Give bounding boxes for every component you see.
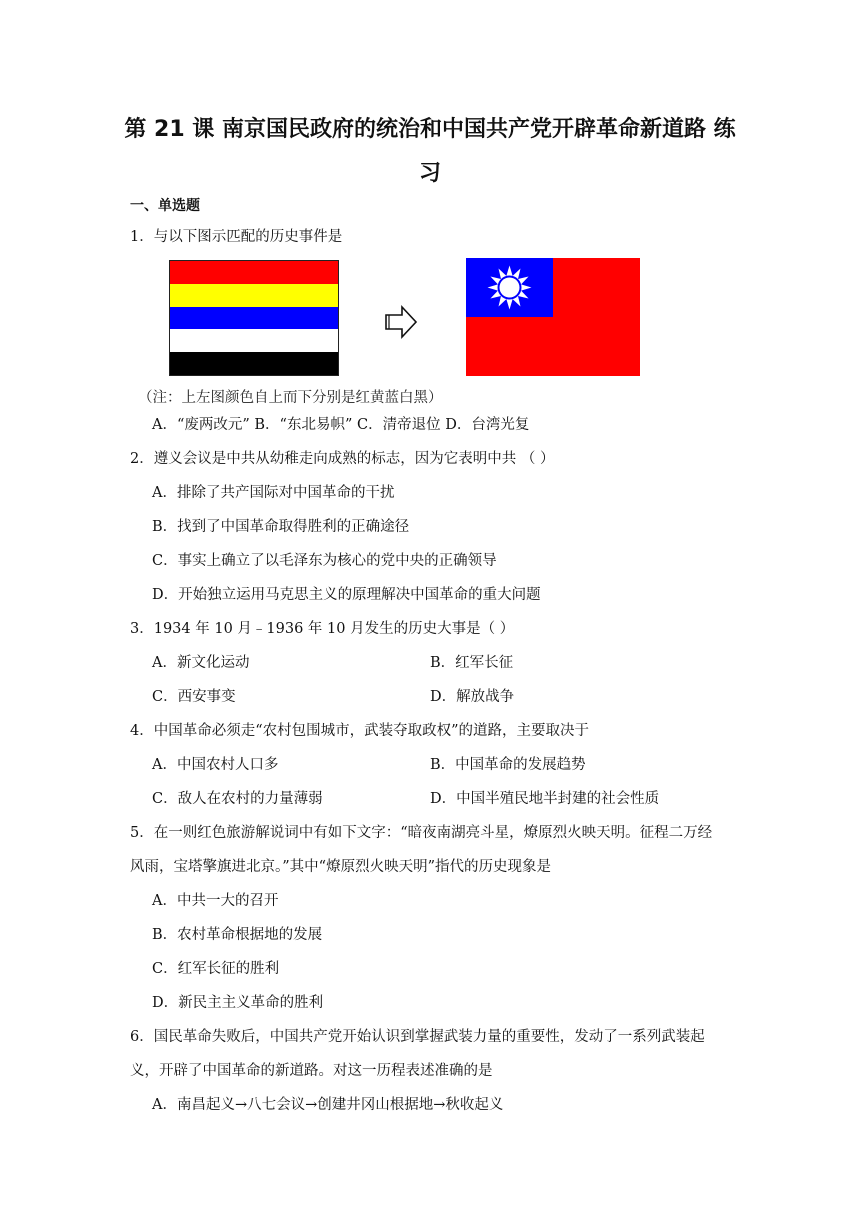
flag-stripe-white	[170, 329, 338, 352]
q6-stem-line2: 义，开辟了中国革命的新道路。对这一历程表述准确的是	[130, 1063, 493, 1079]
flag-stripe-yellow	[170, 284, 338, 307]
q2-stem: 2．遵义会议是中共从幼稚走向成熟的标志，因为它表明中共 （ ）	[130, 451, 555, 467]
q2-option-d: D．开始独立运用马克思主义的原理解决中国革命的重大问题	[152, 587, 541, 603]
q3-stem: 3．1934 年 10 月﹣1936 年 10 月发生的历史大事是（ ）	[130, 621, 515, 637]
q4-option-d: D．中国半殖民地半封建的社会性质	[430, 791, 660, 807]
q1-note: （注：上左图颜色自上而下分别是红黄蓝白黑）	[138, 390, 443, 406]
q2-option-c: C．事实上确立了以毛泽东为核心的党中央的正确领导	[152, 553, 497, 569]
q5-stem-line1: 5．在一则红色旅游解说词中有如下文字：“暗夜南湖亮斗星，燎原烈火映天明。征程二万经	[130, 825, 713, 841]
roc-flag-image	[466, 258, 640, 376]
q2-option-b: B．找到了中国革命取得胜利的正确途径	[152, 519, 410, 535]
q4-stem: 4．中国革命必须走“农村包围城市，武装夺取政权”的道路，主要取决于	[130, 723, 590, 739]
flag-stripe-blue	[170, 307, 338, 330]
q3-option-d: D．解放战争	[430, 689, 515, 705]
section-heading: 一、单选题	[130, 198, 200, 214]
five-color-flag-image	[169, 260, 339, 376]
q3-option-b: B．红军长征	[430, 655, 514, 671]
q5-option-c: C．红军长征的胜利	[152, 961, 280, 977]
flag-stripe-red	[170, 261, 338, 284]
document-title-line2: 习	[418, 161, 441, 186]
q3-option-c: C．西安事变	[152, 689, 236, 705]
q6-option-a: A．南昌起义→八七会议→创建井冈山根据地→秋收起义	[152, 1097, 504, 1113]
q5-option-d: D．新民主主义革命的胜利	[152, 995, 324, 1011]
q2-option-a: A．排除了共产国际对中国革命的干扰	[152, 485, 395, 501]
q3-option-a: A．新文化运动	[152, 655, 250, 671]
q5-stem-line2: 风雨，宝塔擎旗进北京。”其中“燎原烈火映天明”指代的历史现象是	[130, 859, 551, 875]
document-title-line1: 第 21 课 南京国民政府的统治和中国共产党开辟革命新道路 练	[124, 117, 736, 142]
q5-option-a: A．中共一大的召开	[152, 893, 279, 909]
right-arrow-icon	[383, 304, 419, 340]
q1-stem: 1．与以下图示匹配的历史事件是	[130, 229, 343, 245]
q4-option-c: C．敌人在农村的力量薄弱	[152, 791, 323, 807]
q4-option-b: B．中国革命的发展趋势	[430, 757, 586, 773]
q1-options: A．“废两改元” B．“东北易帜” C．清帝退位 D．台湾光复	[152, 417, 530, 433]
q6-stem-line1: 6．国民革命失败后，中国共产党开始认识到掌握武装力量的重要性，发动了一系列武装起	[130, 1029, 705, 1045]
q5-option-b: B．农村革命根据地的发展	[152, 927, 323, 943]
q4-option-a: A．中国农村人口多	[152, 757, 279, 773]
flag-stripe-black	[170, 352, 338, 375]
